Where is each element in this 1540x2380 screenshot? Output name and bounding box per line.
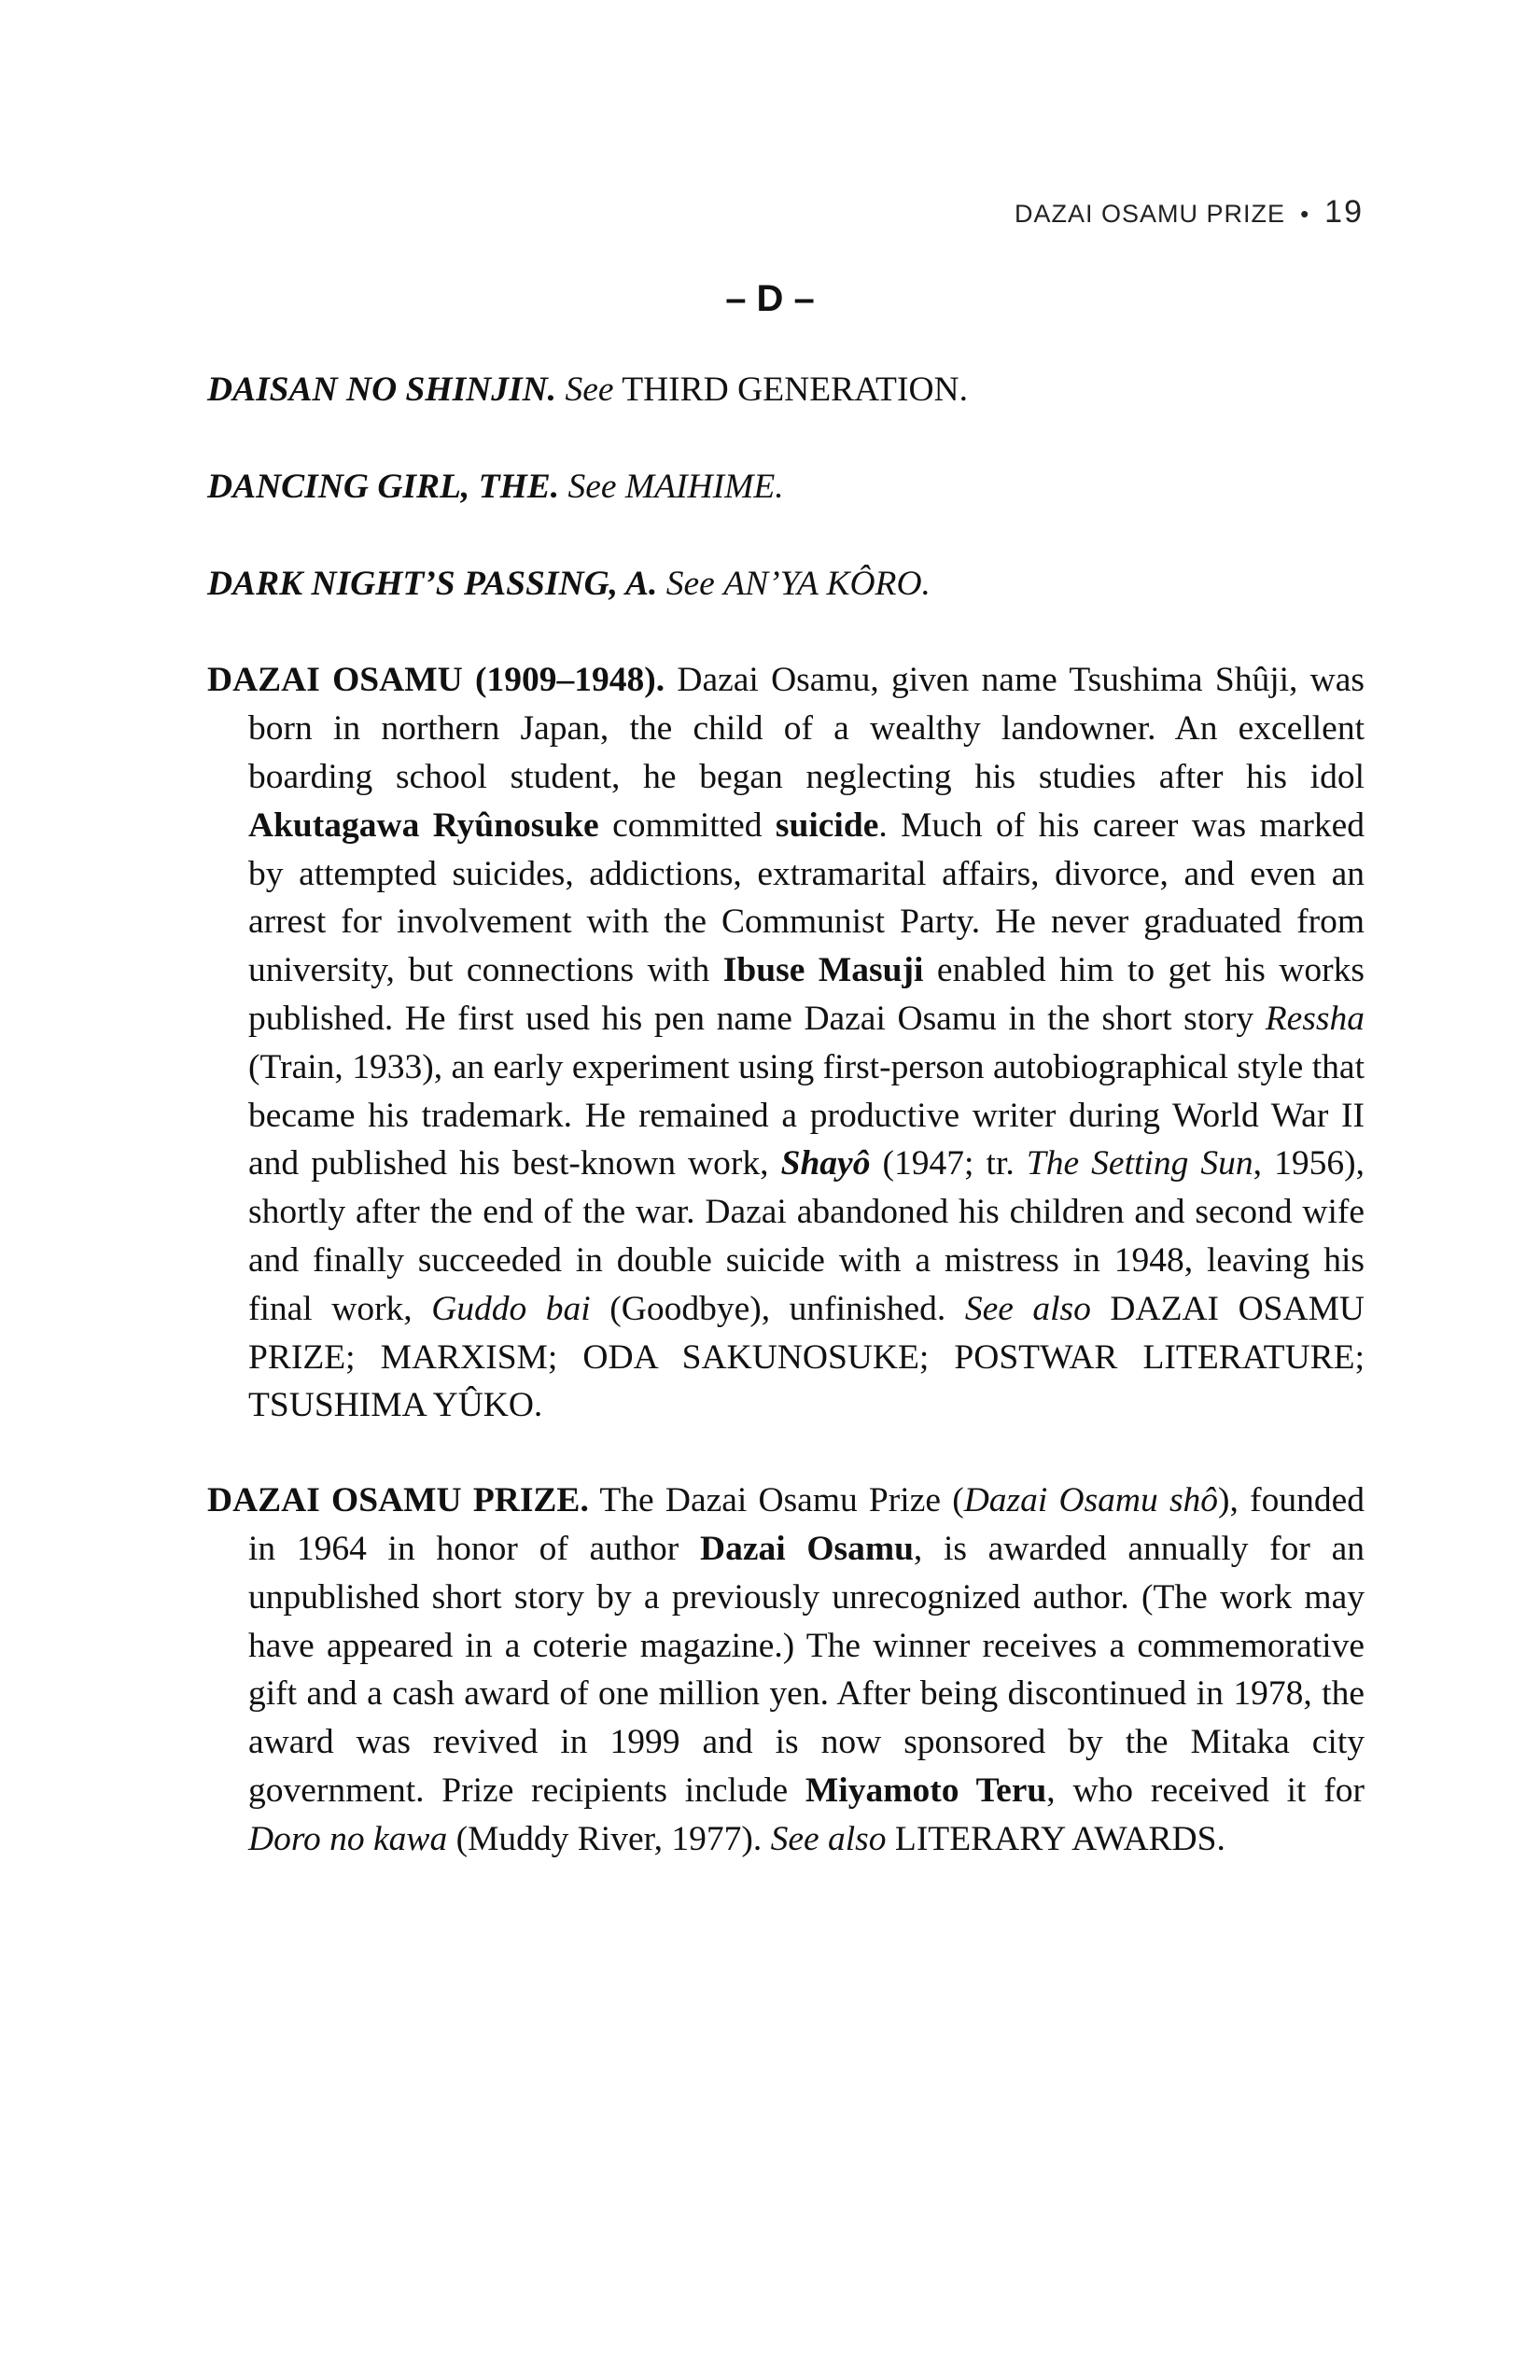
work-title: Dazai Osamu shô [963,1481,1219,1520]
bold-term: suicide [775,805,879,845]
entry-text: enabled him to get his works published. He first used his pen name Dazai Osamu in the short story [248,951,1365,1038]
entry-text: DAZAI OSAMU PRIZE; MARXISM; ODA SAKUNOSUKE; POSTWAR LITERATURE; TSUSHIMA YÛKO. [248,1289,1365,1425]
see-reference: See [567,467,617,506]
entry-headword: DARK NIGHT’S PASSING, A. [207,564,658,603]
running-head [1015,194,1364,231]
see-also-reference: See also [770,1819,887,1858]
entry-text: Dazai Osamu, given name Tsushima Shûji, was born in northern Japan, the child of a wealthy landowner. An excellent boarding school student, he began neglecting his studies after his idol [248,661,1365,796]
entry-dancing-girl [207,463,1365,511]
entry-dark-nights-passing [207,560,1365,609]
bold-term: Ibuse Masuji [722,951,924,990]
entry-text: , who received it for [1046,1771,1365,1810]
see-also-reference: See also [964,1289,1091,1328]
entry-dazai-osamu-prize [207,1477,1365,1863]
entry-text: committed [598,805,776,845]
entry-text: ), founded in 1964 in honor of author [248,1481,1365,1568]
section-letter-heading: – D – [725,278,815,319]
entry-text: , 1956), shortly after the end of the war. Dazai abandoned his children and second wife and finally succeeded in double suicide with a mistress in 1948, leaving his final work, [248,1144,1365,1328]
entry-text: The Dazai Osamu Prize ( [588,1481,964,1520]
bold-term: Dazai Osamu [699,1529,914,1568]
entry-text: (Muddy River, 1977). [447,1819,771,1858]
see-reference: See [665,564,715,603]
cross-reference: THIRD GENERATION. [622,371,968,409]
entry-text: LITERARY AWARDS. [886,1819,1225,1858]
running-head-title: DAZAI OSAMU PRIZE [1015,200,1286,228]
entry-text: (Train, 1933), an early experiment using first-person autobiographical style that became his trademark. He remained a productive writer during World War II and published his best-known work, [248,1047,1365,1183]
bold-work-title: Shayô [780,1144,871,1183]
entry-headword: DAZAI OSAMU (1909–1948). [207,661,665,700]
bold-term: Miyamoto Teru [805,1771,1047,1810]
cross-reference: AN’YA KÔRO. [723,564,931,603]
page-number: 19 [1324,194,1364,230]
bullet-separator: • [1300,200,1310,228]
work-title: The Setting Sun [1026,1144,1253,1183]
entry-text: , is awarded annually for an unpublished short story by a previously unrecognized author. (The work may have appeared in a coterie magazine.) The winner receives a commemorative gift and a cash award of one million yen. After being discontinued in 1978, the award was revived in 1999 and is now sponsored by the Mitaka city government. Prize recipients include [248,1529,1365,1810]
cross-reference: MAIHIME. [624,467,784,506]
work-title: Guddo bai [431,1289,591,1328]
see-reference: See [565,371,614,409]
entry-dazai-osamu [207,656,1365,1430]
bold-term: Akutagawa Ryûnosuke [248,805,599,845]
work-title: Ressha [1265,999,1365,1038]
entry-headword: DAISAN NO SHINJIN. [207,371,557,409]
entry-daisan-no-shinjin [207,366,1365,414]
dictionary-content [207,366,1365,1912]
entry-text: (Goodbye), unfinished. [590,1289,965,1328]
entry-headword: DAZAI OSAMU PRIZE. [207,1481,589,1520]
work-title: Doro no kawa [248,1819,448,1858]
entry-text: (1947; tr. [870,1144,1027,1183]
entry-text: . Much of his career was marked by attempted suicides, addictions, extramarital affairs, divorce, and even an arrest for involvement with the Communist Party. He never graduated from university, but connections with [248,805,1365,990]
entry-headword: DANCING GIRL, THE. [207,467,560,506]
